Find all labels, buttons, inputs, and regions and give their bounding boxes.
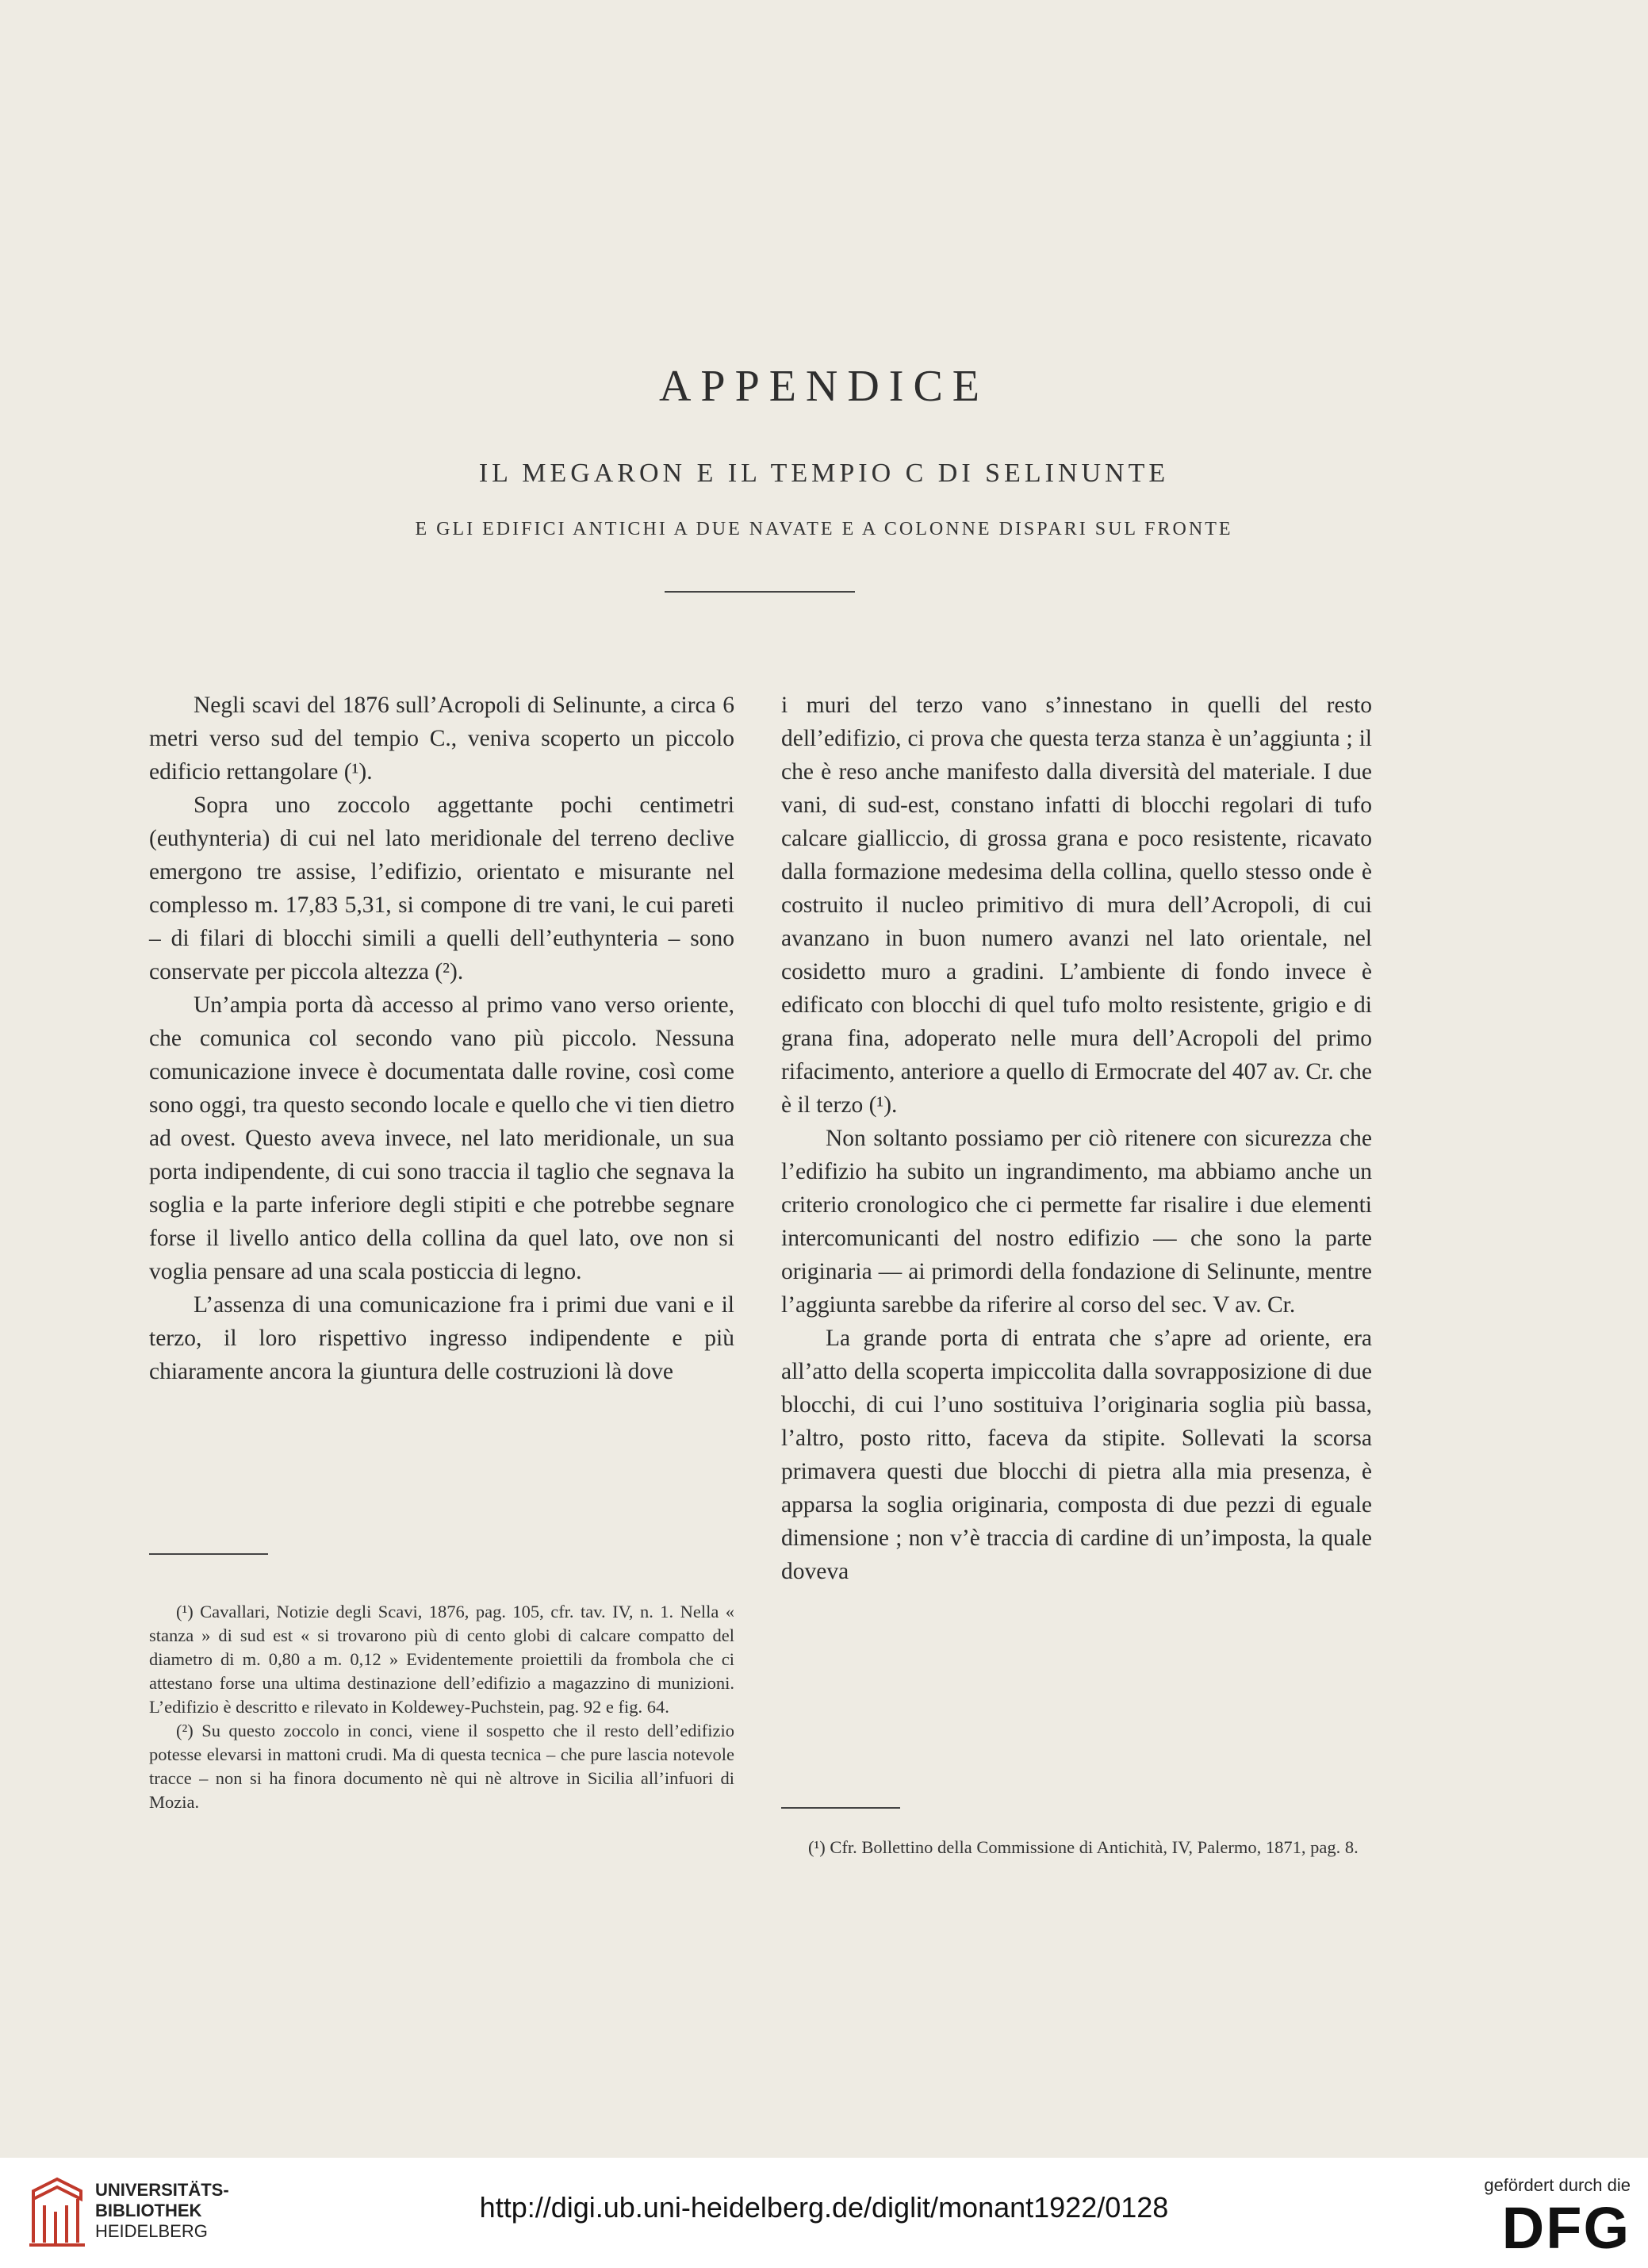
dfg-logo: DFG xyxy=(1501,2195,1631,2261)
funding-label: gefördert durch die xyxy=(1484,2175,1631,2195)
paragraph: Un’ampia porta dà accesso al primo vano verso oriente, che comunica col secondo vano più piccolo. Nessuna comunicazione invece è documentata dalle rovine, così come sono oggi, tra questo secondo locale e quello che vi tien dietro ad ovest. Questo aveva invece, nel lato meridionale, un sua porta indipendente, di cui sono traccia il taglio che segnava la soglia e la parte inferiore degli stipiti e che potrebbe segnare forse il livello antico della collina da quel lato, ove non si voglia pensare ad una scala posticcia di legno. xyxy=(149,992,734,1284)
library-name-line: HEIDELBERG xyxy=(95,2221,208,2241)
right-column xyxy=(781,689,1372,1588)
page-title: APPENDICE xyxy=(658,362,990,411)
paragraph: L’assenza di una comunicazione fra i primi due vani e il terzo, il loro rispettivo ingresso indipendente e più chiaramente ancora la giuntura delle costruzioni là dove xyxy=(149,1292,734,1384)
footnotes-left xyxy=(149,1600,734,1814)
footnote: (¹) Cavallari, Notizie degli Scavi, 1876, pag. 105, cfr. tav. IV, n. 1. Nella « stanza » di sud est « si trovarono più di cento globi di calcare compatto del diametro di m. 0,80 a m. 0,12 » Evidentemente proiettili da frombola che ci attestano forse una ultima destinazione dell’edifizio a magazzino di munizioni. L’edifizio è descritto e rilevato in Koldewey-Puchstein, pag. 92 e fig. 64. xyxy=(149,1602,734,1717)
library-name-line: BIBLIOTHEK xyxy=(95,2201,202,2220)
paragraph: Non soltanto possiamo per ciò ritenere con sicurezza che l’edifizio ha subito un ingrandimento, ma abbiamo anche un criterio cronologico che ci permette far risalire i due elementi intercomunicanti del nostro edifizio — che sono la parte originaria — ai primordi della fondazione di Selinunte, mentre l’aggiunta sarebbe da riferire al corso del sec. V av. Cr. xyxy=(781,1126,1372,1318)
paragraph: Sopra uno zoccolo aggettante pochi centimetri (euthynteria) di cui nel lato meridionale del terreno declive emergono tre assise, l’edifizio, orientato e misurante nel complesso m. 17,83 5,31, si compone di tre vani, le cui pareti – di filari di blocchi simili a quelli dell’euthynteria – sono conservate per piccola altezza (²). xyxy=(149,792,734,984)
library-name-line: UNIVERSITÄTS- xyxy=(95,2180,229,2200)
left-column xyxy=(149,689,734,1388)
footnote: (¹) Cfr. Bollettino della Commissione di Antichità, IV, Palermo, 1871, pag. 8. xyxy=(808,1837,1359,1857)
title-divider xyxy=(665,591,855,593)
permalink-url[interactable]: http://digi.ub.uni-heidelberg.de/diglit/monant1922/0128 xyxy=(479,2191,1169,2224)
footnote: (²) Su questo zoccolo in conci, viene il sospetto che il resto dell’edifizio potesse elevarsi in mattoni crudi. Ma di questa tecnica – che pure lascia notevole tracce – non si ha finora documento nè qui nè altrove in Sicilia all’infuori di Mozia. xyxy=(149,1721,734,1812)
page-subtitle: IL MEGARON E IL TEMPIO C DI SELINUNTE xyxy=(478,459,1170,488)
paragraph: La grande porta di entrata che s’apre ad oriente, era all’atto della scoperta impiccolita dalla sovrapposizione di due blocchi, di cui l’uno sostituiva l’originaria soglia più bassa, l’altro, posto ritto, faceva da stipite. Sollevati la scorsa primavera questi due blocchi di pietra alla mia presenza, è apparsa la soglia originaria, composta di due pezzi di eguale dimensione ; non v’è traccia di cardine di un’imposta, la quale doveva xyxy=(781,1326,1372,1584)
footnote-divider-right xyxy=(781,1807,900,1809)
footnotes-right xyxy=(781,1836,1372,1859)
paragraph: i muri del terzo vano s’innestano in quelli del resto dell’edifizio, ci prova che questa terza stanza è un’aggiunta ; il che è reso anche manifesto dalla diversità del materiale. I due vani, di sud-est, constano infatti di blocchi regolari di tufo calcare gialliccio, di grossa grana e poco resistente, ricavato dalla formazione medesima della collina, quello stesso onde è costruito il nucleo primitivo di mura dell’Acropoli, di cui avanzano in buon numero avanzi nel lato orientale, nel cosidetto muro a gradini. L’ambiente di fondo invece è edificato con blocchi di quel tufo molto resistente, grigio e di grana fina, adoperato nelle mura dell’Acropoli del primo rifacimento, anteriore a quello di Ermocrate del 407 av. Cr. che è il terzo (¹). xyxy=(781,693,1372,1118)
paragraph: Negli scavi del 1876 sull’Acropoli di Selinunte, a circa 6 metri verso sud del tempio C., veniva scoperto un piccolo edificio rettangolare (¹). xyxy=(149,693,734,785)
footnote-divider-left xyxy=(149,1553,268,1555)
page-subsubtitle: E GLI EDIFICI ANTICHI A DUE NAVATE E A COLONNE DISPARI SUL FRONTE xyxy=(415,519,1233,539)
